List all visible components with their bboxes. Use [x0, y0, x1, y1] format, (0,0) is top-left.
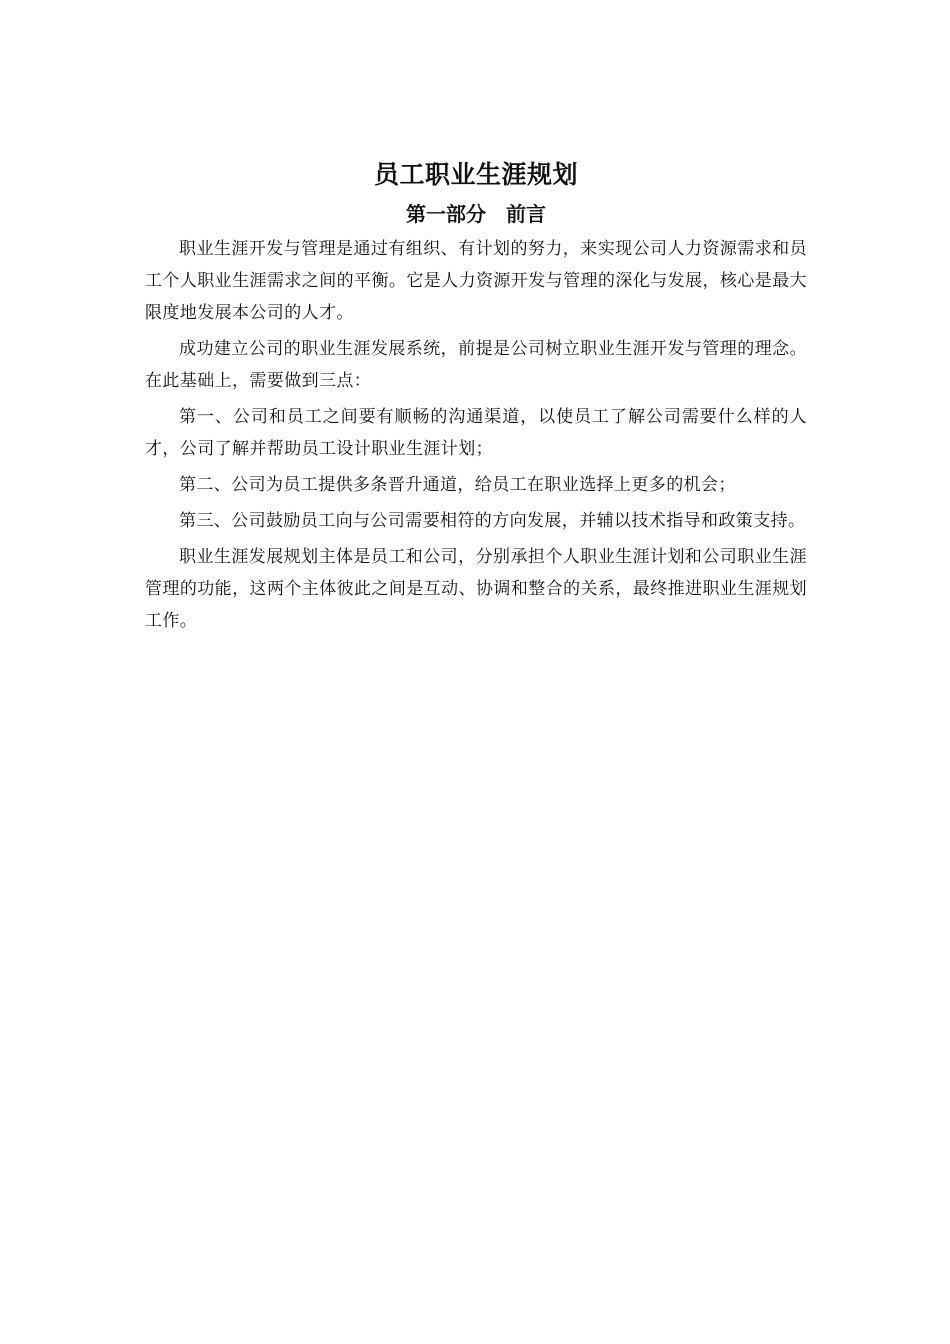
paragraph-2: 成功建立公司的职业生涯发展系统，前提是公司树立职业生涯开发与管理的理念。在此基础上，需要做到三点： — [145, 339, 807, 391]
paragraph-1: 职业生涯开发与管理是通过有组织、有计划的努力，来实现公司人力资源需求和员工个人职业生涯需求之间的平衡。它是人力资源开发与管理的深化与发展，核心是最大限度地发展本公司的人才。 — [145, 239, 807, 323]
document-title: 员工职业生涯规划 — [373, 160, 578, 189]
paragraph-3: 第一、公司和员工之间要有顺畅的沟通渠道，以使员工了解公司需要什么样的人才，公司了解并帮助员工设计职业生涯计划； — [145, 407, 807, 459]
paragraph-6: 职业生涯发展规划主体是员工和公司，分别承担个人职业生涯计划和公司职业生涯管理的功能，这两个主体彼此之间是互动、协调和整合的关系，最终推进职业生涯规划工作。 — [145, 547, 807, 631]
document-body — [145, 155, 807, 641]
section-title: 第一部分 前言 — [406, 202, 546, 226]
paragraph-5: 第三、公司鼓励员工向与公司需要相符的方向发展，并辅以技术指导和政策支持。 — [179, 511, 806, 531]
paragraph-4: 第二、公司为员工提供多条晋升通道，给员工在职业选择上更多的机会； — [179, 475, 736, 495]
